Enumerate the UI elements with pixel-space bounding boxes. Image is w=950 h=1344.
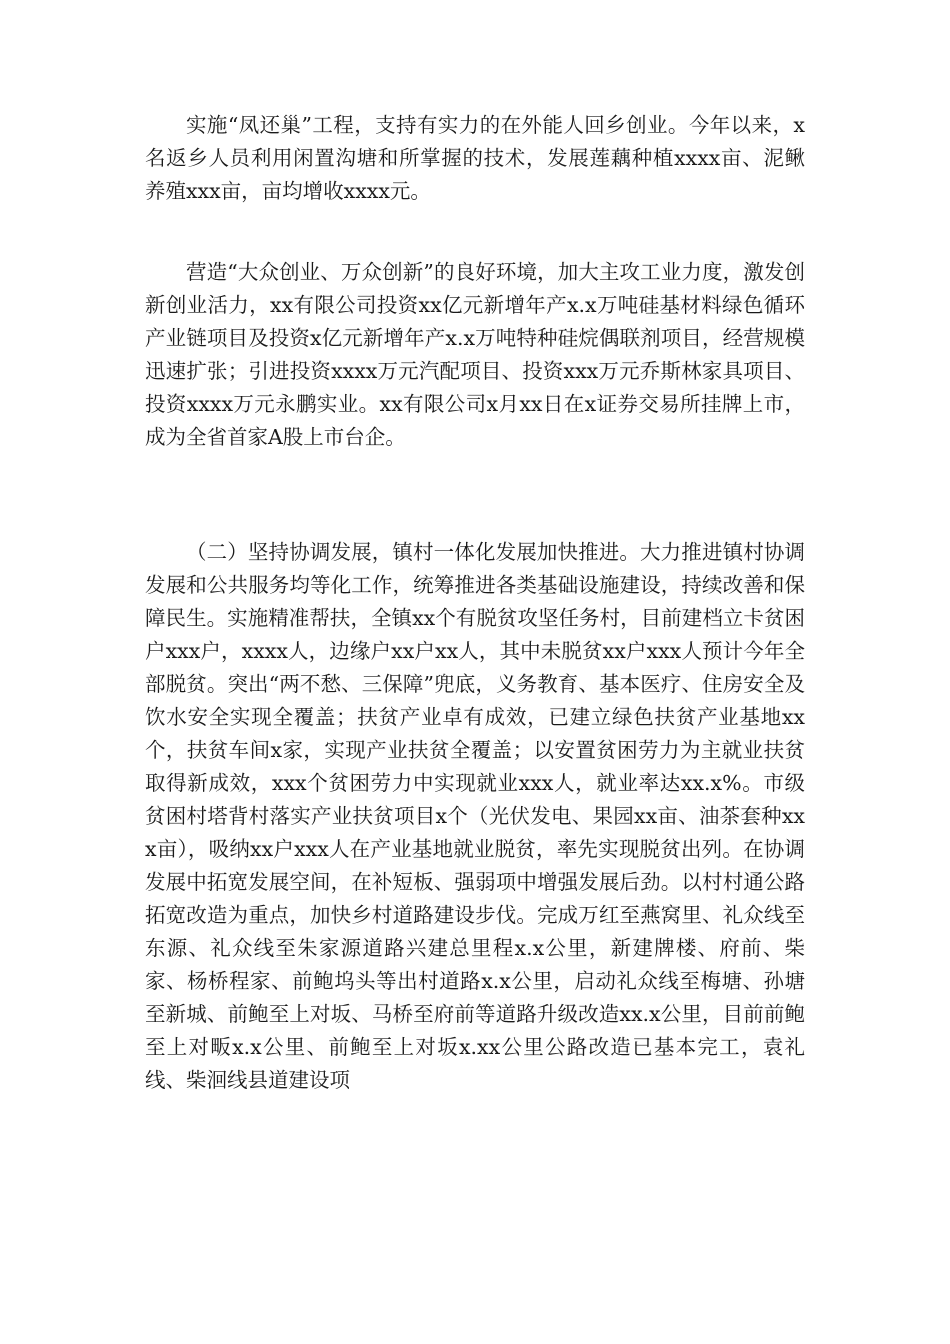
paragraph-innovation: 营造“大众创业、万众创新”的良好环境，加大主攻工业力度，激发创新创业活力，xx有限公司投资xx亿元新增年产x.x万吨硅基材料绿色循环产业链项目及投资x亿元新增年产x.x万吨特种硅烷偶联剂项目，经营规模迅速扩张；引进投资xxxx万元汽配项目、投资xxx万元乔斯林家具项目、投资xxxx万元永鹏实业。xx有限公司x月xx日在x证券交易所挂牌上市，成为全省首家A股上市台企。 [145,260,805,449]
paragraph-coordinated-development: （二）坚持协调发展，镇村一体化发展加快推进。大力推进镇村协调发展和公共服务均等化工作，统筹推进各类基础设施建设，持续改善和保障民生。实施精准帮扶，全镇xx个有脱贫攻坚任务村，目前建档立卡贫困户xxx户，xxxx人，边缘户xx户xx人，其中未脱贫xx户xxx人预计今年全部脱贫。突出“两不愁、三保障”兜底，义务教育、基本医疗、住房安全及饮水安全实现全覆盖；扶贫产业卓有成效，已建立绿色扶贫产业基地xx个，扶贫车间x家，实现产业扶贫全覆盖；以安置贫困劳力为主就业扶贫取得新成效，xxx个贫困劳力中实现就业xxx人，就业率达xx.x%。市级贫困村塔背村落实产业扶贫项目x个（光伏发电、果园xx亩、油茶套种xxx亩），吸纳xx户xxx人在产业基地就业脱贫，率先实现脱贫出列。在协调发展中拓宽发展空间，在补短板、强弱项中增强发展后劲。以村村通公路拓宽改造为重点，加快乡村道路建设步伐。完成万红至燕窝里、礼众线至东源、礼众线至朱家源道路兴建总里程x.x公里，新建牌楼、府前、柴家、杨桥程家、前鲍坞头等出村道路x.x公里，启动礼众线至梅塘、孙塘至新城、前鲍至上对坂、马桥至府前等道路升级改造xx.x公里，目前前鲍至上对畈x.x公里、前鲍至上对坂x.xx公里公路改造已基本完工，袁礼线、柴洄线县道建设项 [145,540,805,1092]
paragraph-fenghuanchao: 实施“凤还巢”工程，支持有实力的在外能人回乡创业。今年以来，x名返乡人员利用闲置沟塘和所掌握的技术，发展莲藕种植xxxx亩、泥鳅养殖xxx亩，亩均增收xxxx元。 [145,113,805,203]
